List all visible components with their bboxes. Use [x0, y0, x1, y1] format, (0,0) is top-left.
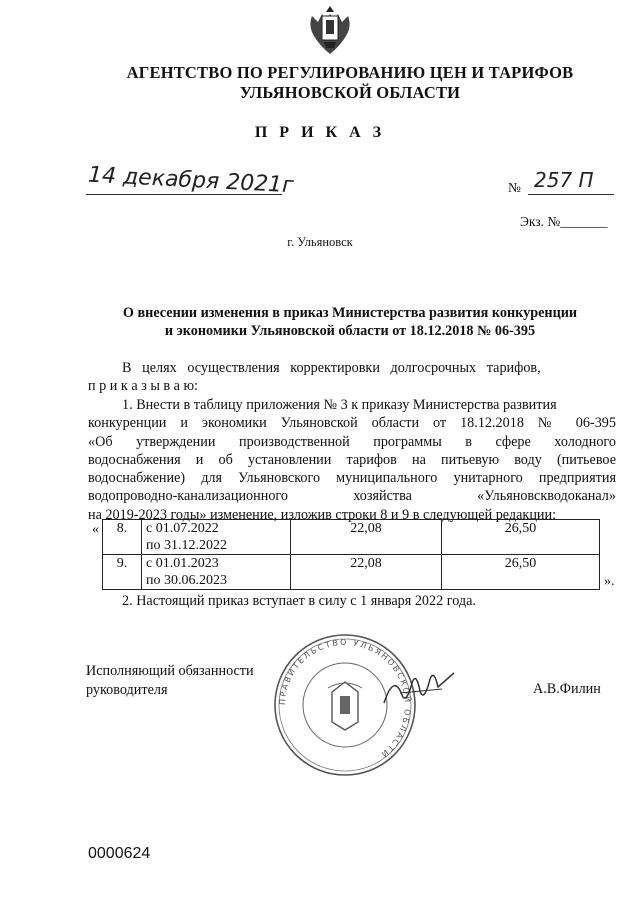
- agency-name-line1: АГЕНТСТВО ПО РЕГУЛИРОВАНИЮ ЦЕН И ТАРИФОВ: [126, 63, 574, 82]
- tariff-value-1: 22,08: [291, 520, 442, 555]
- quote-open: «: [92, 522, 99, 537]
- subject-line1: О внесении изменения в приказ Министерства развития конкуренции: [122, 305, 578, 321]
- row-period: [142, 555, 291, 590]
- tariff-value-2: 26,50: [442, 555, 600, 590]
- order-title: П Р И К А З: [254, 124, 386, 141]
- position-line1: Исполняющий обязанности: [86, 663, 254, 679]
- item2-text: 2. Настоящий приказ вступает в силу с 1 января 2022 года.: [122, 593, 476, 609]
- intro-text: В целях осуществления корректировки долгосрочных тарифов,: [122, 360, 541, 376]
- subject-line2: и экономики Ульяновской области от 18.12.2018 № 06-395: [164, 323, 536, 339]
- tariff-value-2: 26,50: [442, 520, 600, 555]
- tariff-value-1: 22,08: [291, 555, 442, 590]
- period-to: по 30.06.2023: [146, 573, 227, 588]
- handwritten-number: 257 П: [534, 168, 594, 192]
- period-to: по 31.12.2022: [146, 538, 227, 553]
- item1-line: водоснабжение) для Ульяновского муниципального унитарного предприятия: [88, 470, 616, 487]
- item1-line: «Об утверждении производственной программы в сфере холодного: [88, 433, 616, 450]
- tariff-table: [102, 519, 600, 590]
- table-row: [103, 520, 600, 555]
- orders-word: п р и к а з ы в а ю:: [88, 378, 199, 394]
- item1-line: на 2019-2023 годы» изменение, изложив строки 8 и 9 в следующей редакции:: [88, 506, 557, 523]
- row-period: [142, 520, 291, 555]
- agency-name-line2: УЛЬЯНОВСКОЙ ОБЛАСТИ: [239, 83, 461, 102]
- handwritten-signature: [380, 665, 460, 710]
- row-number: 8.: [103, 520, 142, 555]
- coat-of-arms-icon: [300, 2, 360, 58]
- copy-number-label: Экз. №_______: [520, 214, 608, 229]
- item1-line: 1. Внести в таблицу приложения № 3 к приказу Министерства развития: [122, 397, 557, 413]
- number-underline: [528, 193, 614, 195]
- period-from: с 01.01.2023: [146, 556, 219, 571]
- date-underline: [86, 193, 282, 195]
- item1-line: водоснабжения и об установлении тарифов на питьевую воду (питьевое: [88, 451, 616, 468]
- period-from: с 01.07.2022: [146, 521, 219, 536]
- quote-close: ».: [604, 574, 615, 589]
- signatory-position: [86, 662, 254, 700]
- signatory-name: А.В.Филин: [533, 681, 601, 697]
- item1-block: [88, 396, 616, 524]
- number-prefix: №: [508, 180, 521, 195]
- handwritten-date: 14 декабря 2021г: [87, 162, 295, 199]
- city: г. Ульяновск: [287, 235, 353, 249]
- position-line2: руководителя: [86, 682, 168, 698]
- item1-line: водопроводно-канализационного хозяйства «Ульяновскводоканал»: [88, 488, 616, 505]
- document-serial-number: 0000624: [88, 845, 151, 862]
- row-number: 9.: [103, 555, 142, 590]
- item1-line: конкуренции и экономики Ульяновской области от 18.12.2018 № 06-395: [88, 415, 616, 432]
- stamp-text: ПРАВИТЕЛЬСТВО УЛЬЯНОВСКОЙ ОБЛАСТИ: [277, 637, 413, 760]
- table-row: [103, 555, 600, 590]
